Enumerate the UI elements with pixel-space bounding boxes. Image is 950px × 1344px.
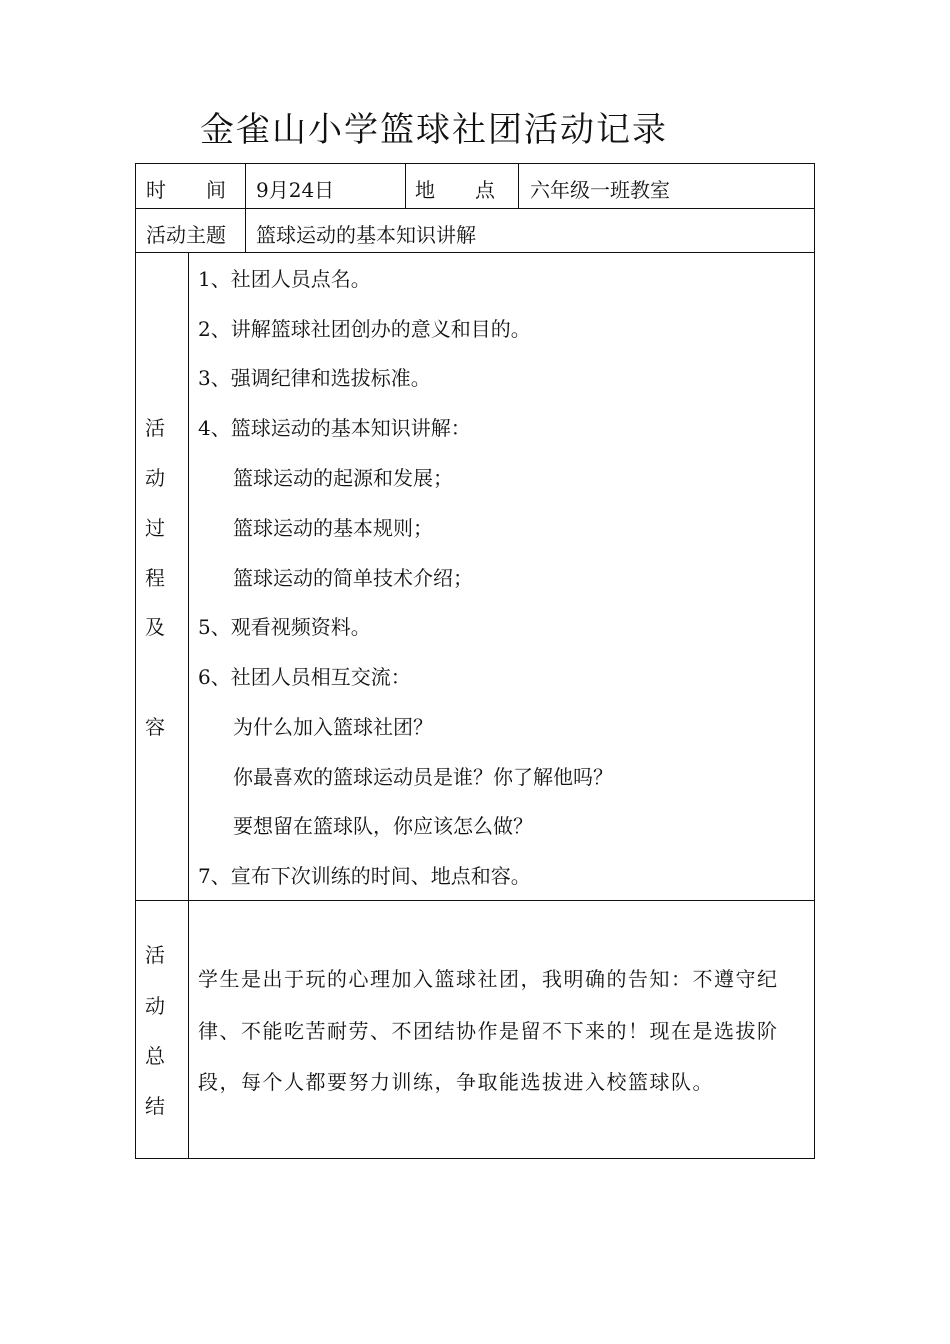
process-label-char: 容 [145, 715, 165, 739]
summary-label-char: 活 [145, 943, 165, 967]
time-value: 9月24日 [256, 178, 335, 202]
table-border-left [135, 163, 136, 1159]
process-item: 2、讲解篮球社团创办的意义和目的。 [198, 317, 531, 341]
process-subitem: 篮球运动的简单技术介绍； [233, 566, 473, 590]
summary-label-char: 动 [145, 994, 165, 1018]
row-divider-3 [135, 900, 815, 901]
process-subitem: 篮球运动的基本规则； [233, 516, 433, 540]
row-divider-1 [135, 208, 815, 209]
process-subitem: 为什么加入篮球社团？ [233, 715, 433, 739]
process-item: 6、社团人员相互交流： [198, 665, 411, 689]
process-subitem: 篮球运动的起源和发展； [233, 466, 453, 490]
summary-label-char: 结 [145, 1094, 165, 1118]
process-label-char: 程 [145, 566, 165, 590]
process-label-char: 及 [145, 615, 165, 639]
process-item: 3、强调纪律和选拔标准。 [198, 366, 431, 390]
table-border-right [814, 163, 815, 1159]
place-label: 地 点 [415, 178, 495, 202]
summary-line: 学生是出于玩的心理加入篮球社团，我明确的告知：不遵守纪 [198, 967, 779, 991]
table-border-bottom [135, 1158, 815, 1159]
summary-line: 律、不能吃苦耐劳、不团结协作是留不下来的！现在是选拔阶 [198, 1019, 779, 1043]
time-label: 时 间 [146, 178, 226, 202]
process-label-char: 活 [145, 416, 165, 440]
col-divider-place-label [518, 163, 519, 208]
col-divider-label [245, 163, 246, 253]
process-item: 5、观看视频资料。 [198, 615, 371, 639]
process-label-char: 动 [145, 466, 165, 490]
process-item: 1、社团人员点名。 [198, 267, 371, 291]
process-label-char: 过 [145, 516, 165, 540]
place-value: 六年级一班教室 [530, 178, 670, 202]
summary-label-char: 总 [145, 1044, 165, 1068]
process-item: 4、篮球运动的基本知识讲解： [198, 416, 471, 440]
process-subitem: 要想留在篮球队，你应该怎么做？ [233, 814, 533, 838]
process-item: 7、宣布下次训练的时间、地点和容。 [198, 864, 531, 888]
col-divider-content [188, 252, 189, 1159]
document-title: 金雀山小学篮球社团活动记录 [200, 110, 668, 150]
process-subitem: 你最喜欢的篮球运动员是谁？你了解他吗？ [233, 765, 613, 789]
row-divider-2 [135, 252, 815, 253]
theme-label: 活动主题 [146, 223, 226, 247]
theme-value: 篮球运动的基本知识讲解 [256, 223, 476, 247]
summary-line: 段，每个人都要努力训练，争取能选拔进入校篮球队。 [198, 1070, 714, 1094]
table-border-top [135, 163, 815, 164]
col-divider-time-value [405, 163, 406, 208]
